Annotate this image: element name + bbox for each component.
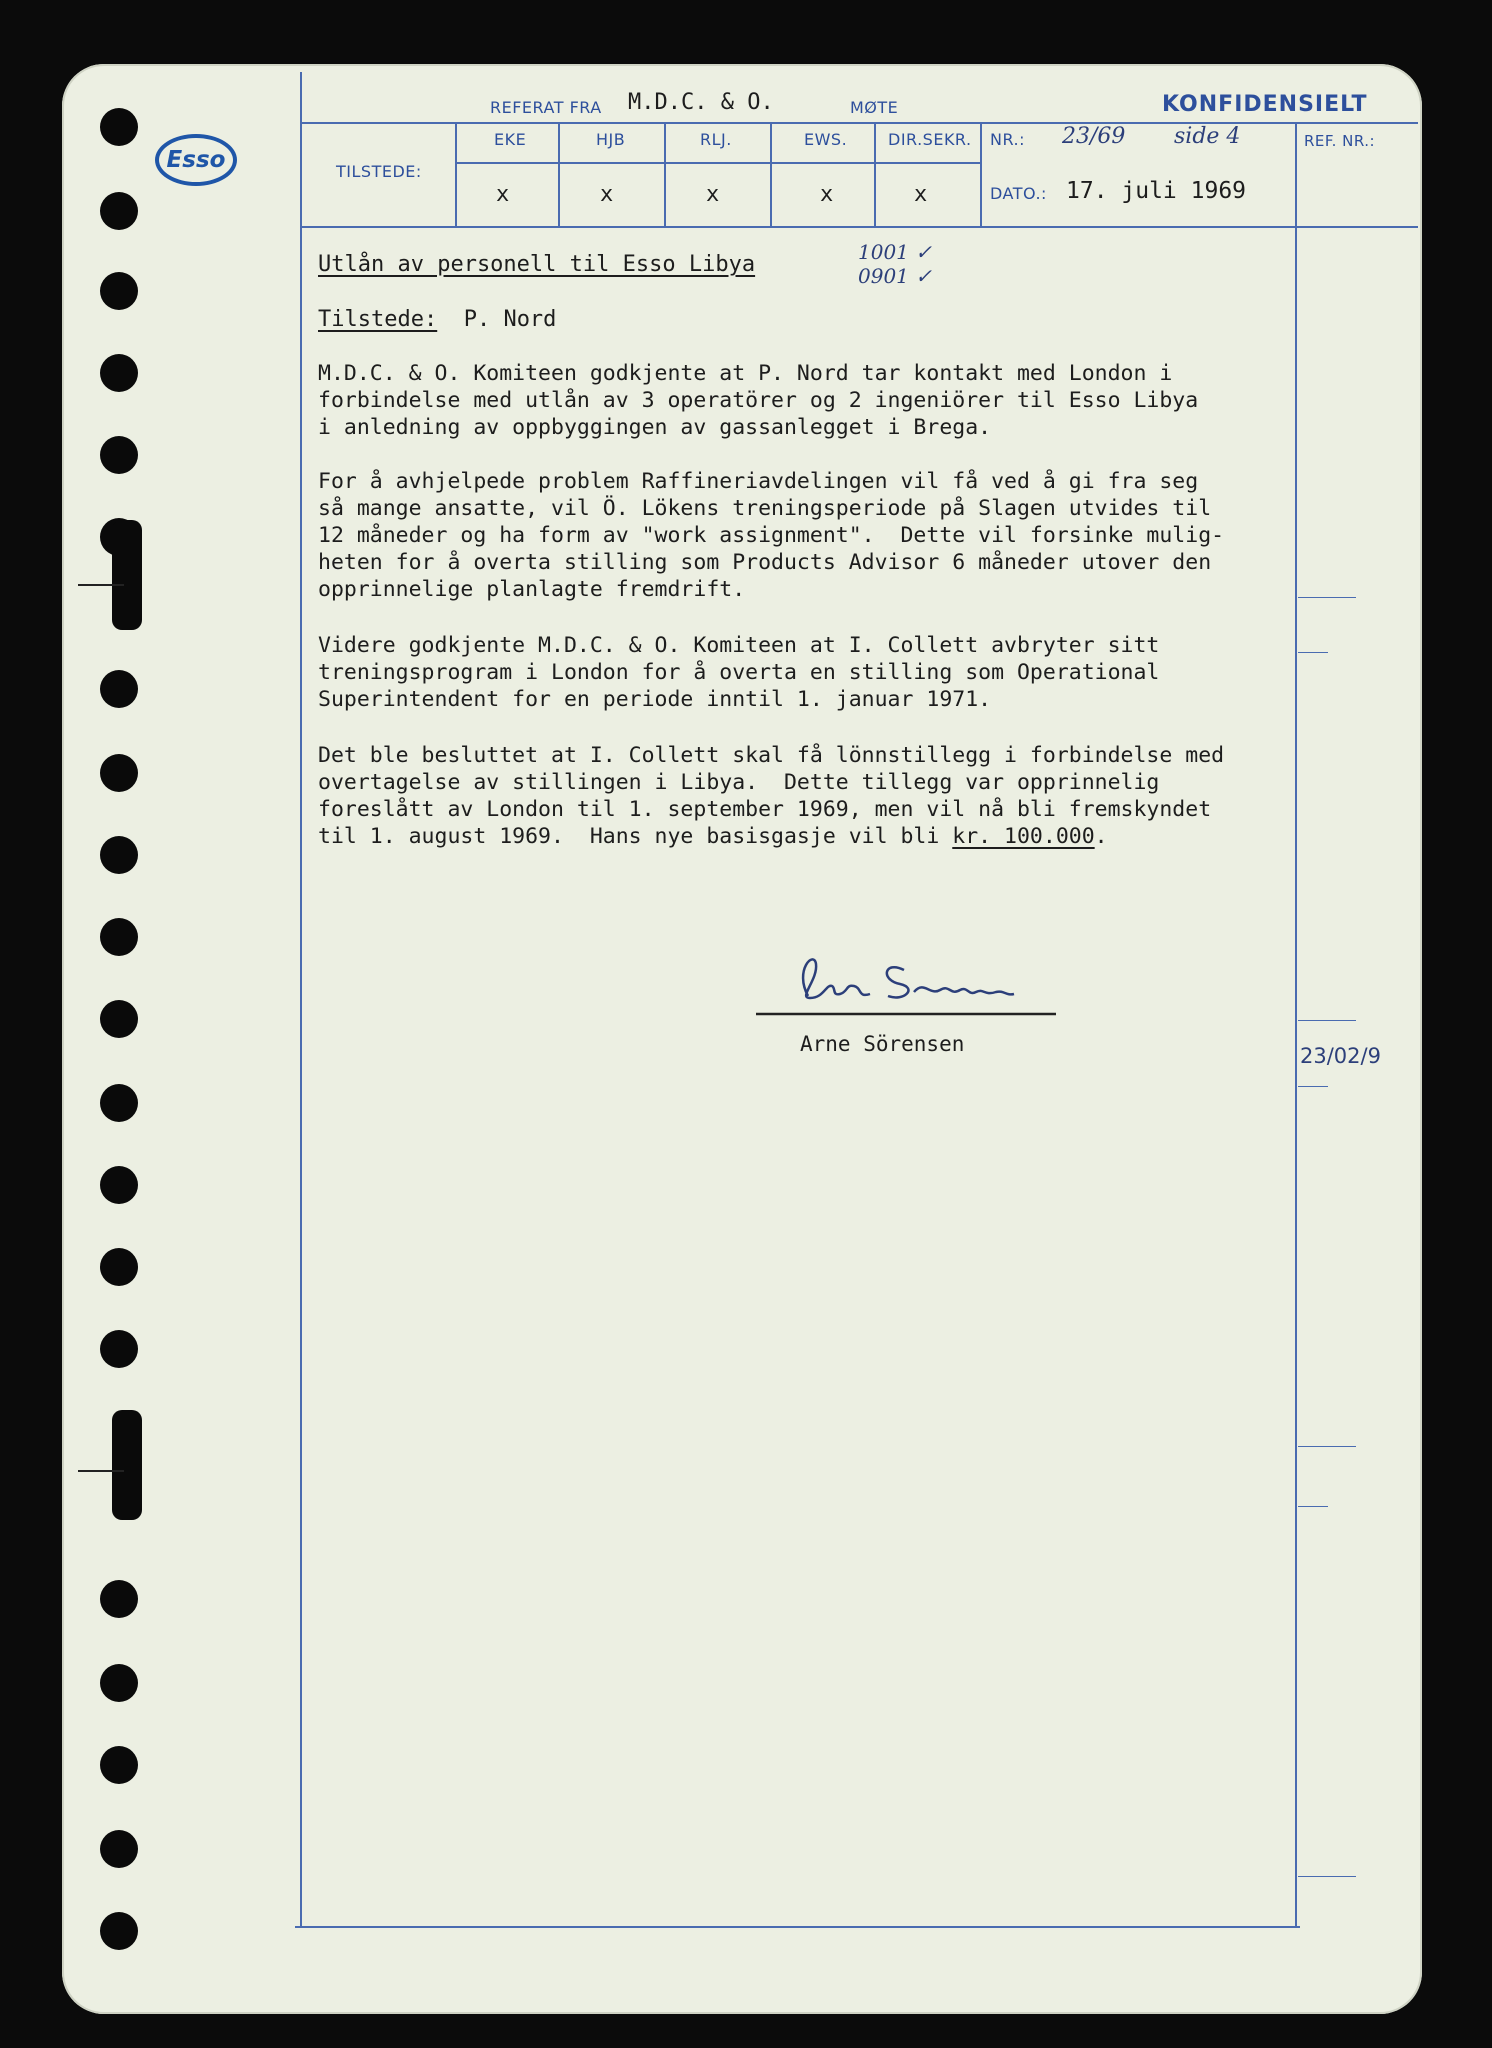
- referat-fra-label: REFERAT FRA: [490, 98, 602, 117]
- tilstede-label: TILSTEDE:: [336, 162, 422, 181]
- paragraph-4: Det ble besluttet at I. Collett skal få lönnstillegg i forbindelse med overtagelse av stillingen i Libya. Dette tillegg var opprinnelig foreslått av London til 1. september 1969, men vil nå bli fremskyndet til 1. august 1969. Hans nye basisgasje vil bli kr. 100.000.: [318, 743, 1225, 849]
- confidential-label: KONFIDENSIELT: [1162, 92, 1368, 117]
- mark-eke: x: [496, 182, 510, 207]
- signature-image: [754, 940, 1064, 1020]
- mark-hjb: x: [600, 182, 614, 207]
- margin-reference: 23/02/9: [1300, 1044, 1381, 1068]
- document-page: [62, 64, 1422, 2014]
- present-line: Tilstede: P. Nord: [318, 307, 557, 332]
- paragraph-3: Videre godkjente M.D.C. & O. Komiteen at I. Collett avbryter sitt treningsprogram i London for å overta en stilling som Operational Superintendent for en periode inntil 1. januar 1971.: [318, 633, 1160, 712]
- dato-value: 17. juli 1969: [1066, 178, 1247, 204]
- col-hjb: HJB: [596, 130, 626, 149]
- handwritten-note: 1001 ✓ 0901 ✓: [858, 240, 933, 288]
- mote-label: MØTE: [850, 98, 899, 117]
- referat-fra-value: M.D.C. & O.: [628, 90, 774, 115]
- side-value: side 4: [1174, 124, 1241, 149]
- col-dir-sekr: DIR.SEKR.: [888, 130, 972, 149]
- document-title: Utlån av personell til Esso Libya: [318, 252, 756, 277]
- signatory-name: Arne Sörensen: [800, 1032, 965, 1056]
- paragraph-1: M.D.C. & O. Komiteen godkjente at P. Nord tar kontakt med London i forbindelse med utlån av 3 operatörer og 2 ingeniörer til Esso Libya i anledning av oppbyggingen av gassanlegget i Brega.: [318, 361, 1199, 440]
- dato-label: DATO.:: [990, 184, 1047, 203]
- col-rlj: RLJ.: [700, 130, 732, 149]
- nr-value: 23/69: [1062, 124, 1126, 149]
- mark-dir-sekr: x: [914, 182, 928, 207]
- ref-nr-label: REF. NR.:: [1304, 132, 1376, 150]
- mark-ews: x: [820, 182, 834, 207]
- paragraph-2: For å avhjelpede problem Raffineriavdelingen vil få ved å gi fra seg så mange ansatte, vil Ö. Lökens treningsperiode på Slagen utvides til 12 måneder og ha form av "work assignment". Dette vil forsinke mulig- heten for å overta stilling som Products Advisor 6 måneder utover den opprinnelige planlagte fremdrift.: [318, 469, 1225, 602]
- mark-rlj: x: [706, 182, 720, 207]
- col-eke: EKE: [494, 130, 527, 149]
- col-ews: EWS.: [804, 130, 848, 149]
- nr-label: NR.:: [990, 130, 1025, 149]
- esso-logo: Esso: [155, 134, 237, 186]
